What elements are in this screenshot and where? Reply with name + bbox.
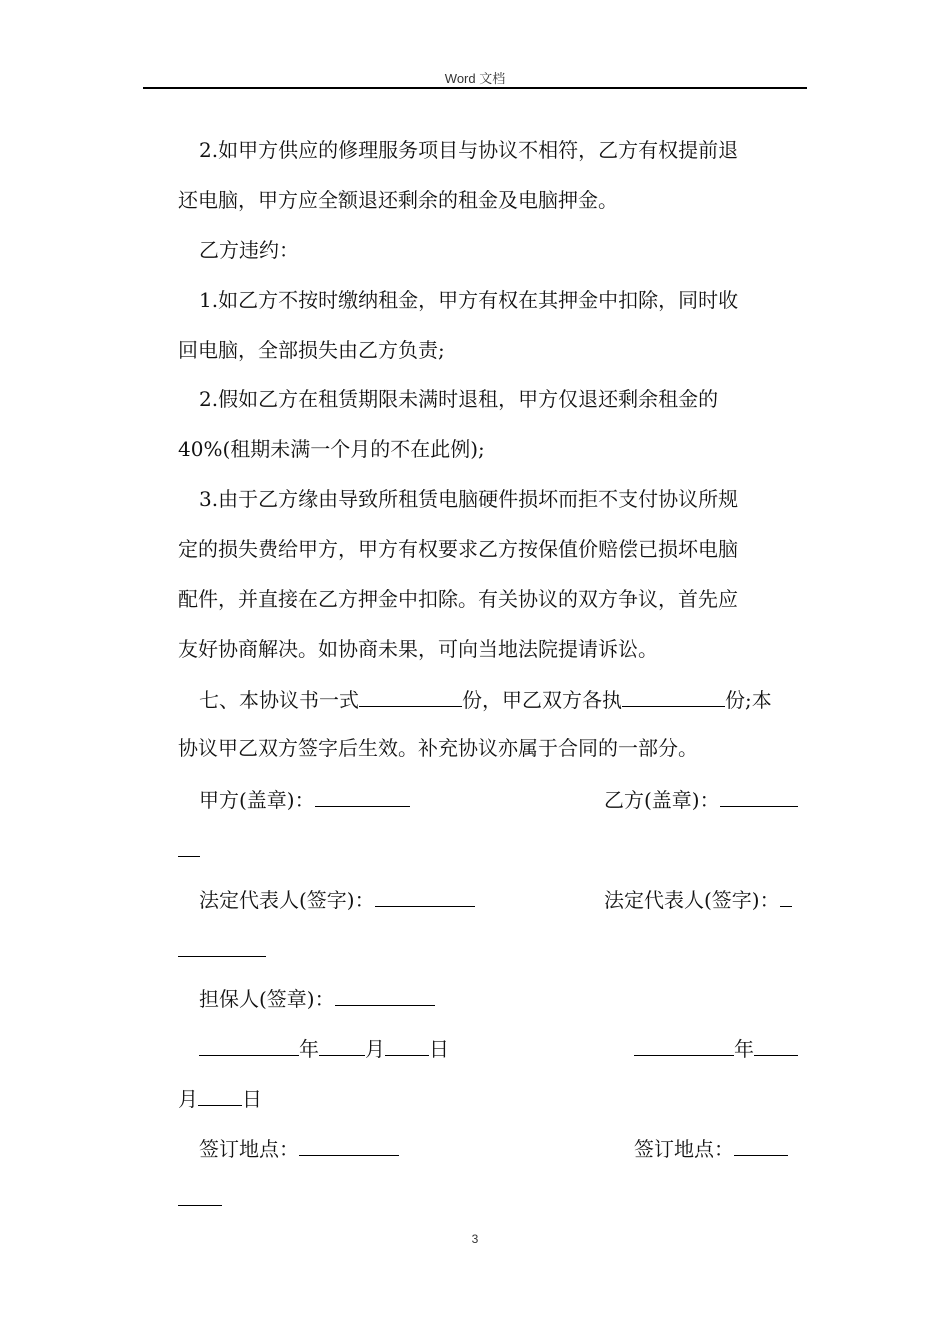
date-b-day-blank[interactable]	[198, 1083, 242, 1106]
paragraph-line: 友好协商解决。如协商未果，可向当地法院提请诉讼。	[178, 637, 658, 661]
paragraph-line: 配件，并直接在乙方押金中扣除。有关协议的双方争议，首先应	[178, 587, 738, 611]
guarantor-blank[interactable]	[335, 983, 435, 1006]
party-b-seal-row	[604, 784, 798, 814]
guarantor-label: 担保人(签章)：	[199, 987, 335, 1011]
date-b-row-continued	[178, 1083, 262, 1113]
party-a-seal-label: 甲方(盖章)：	[199, 788, 315, 812]
party-a-seal-blank[interactable]	[315, 784, 410, 807]
sign-place-a-blank[interactable]	[299, 1133, 399, 1156]
date-a-year-blank[interactable]	[199, 1033, 299, 1056]
party-b-seal-label: 乙方(盖章)：	[604, 788, 720, 812]
legal-rep-b-blank[interactable]	[178, 934, 266, 957]
paragraph-line: 40%(租期未满一个月的不在此例);	[178, 437, 485, 461]
date-b-month-blank[interactable]	[754, 1033, 798, 1056]
paragraph-line: 2.如甲方供应的修理服务项目与协议不相符，乙方有权提前退	[199, 138, 739, 162]
paragraph-line: 还电脑，甲方应全额退还剩余的租金及电脑押金。	[178, 188, 618, 212]
guarantor-row	[199, 983, 435, 1013]
party-a-seal-row	[199, 784, 410, 814]
sign-place-a-row	[199, 1133, 399, 1163]
copies-clause-text: 份;本	[725, 688, 772, 712]
date-a-month-blank[interactable]	[319, 1033, 365, 1056]
month-label: 月	[365, 1037, 385, 1061]
paragraph-line: 2.假如乙方在租赁期限未满时退租，甲方仅退还剩余租金的	[199, 387, 719, 411]
page-header: Word 文档	[444, 71, 506, 86]
sign-place-b-row	[634, 1133, 788, 1163]
legal-rep-b-blank-continued	[178, 934, 266, 964]
legal-rep-b-label: 法定代表人(签字)：	[604, 888, 780, 912]
year-label: 年	[299, 1037, 319, 1061]
party-b-seal-blank[interactable]	[178, 834, 200, 857]
paragraph-line: 协议甲乙双方签字后生效。补充协议亦属于合同的一部分。	[178, 736, 698, 760]
legal-rep-a-label: 法定代表人(签字)：	[199, 888, 375, 912]
legal-rep-b-row	[604, 884, 792, 914]
year-label: 年	[734, 1037, 754, 1061]
sign-place-a-label: 签订地点：	[199, 1137, 299, 1161]
legal-rep-a-row	[199, 884, 475, 914]
section-heading: 乙方违约：	[199, 238, 299, 262]
paragraph-line: 定的损失费给甲方，甲方有权要求乙方按保值价赔偿已损坏电脑	[178, 537, 738, 561]
date-a-day-blank[interactable]	[385, 1033, 429, 1056]
date-b-year-blank[interactable]	[634, 1033, 734, 1056]
day-label: 日	[242, 1087, 262, 1111]
date-b-row	[634, 1033, 798, 1063]
month-label: 月	[178, 1087, 198, 1111]
party-b-seal-blank[interactable]	[720, 784, 798, 807]
day-label: 日	[429, 1037, 449, 1061]
legal-rep-b-blank[interactable]	[780, 884, 792, 907]
copies-clause	[199, 684, 772, 714]
sign-place-b-blank-continued	[178, 1183, 222, 1213]
paragraph-line: 3.由于乙方缘由导致所租赁电脑硬件损坏而拒不支付协议所规	[199, 487, 739, 511]
legal-rep-a-blank[interactable]	[375, 884, 475, 907]
date-a-row	[199, 1033, 449, 1063]
header-divider	[143, 87, 807, 89]
copies-each-blank[interactable]	[622, 684, 725, 707]
sign-place-b-label: 签订地点：	[634, 1137, 734, 1161]
copies-clause-text: 七、本协议书一式	[199, 688, 359, 712]
sign-place-b-blank[interactable]	[734, 1133, 788, 1156]
page-number: 3	[471, 1232, 479, 1246]
sign-place-b-blank[interactable]	[178, 1183, 222, 1206]
party-b-seal-blank-continued	[178, 834, 200, 864]
paragraph-line: 1.如乙方不按时缴纳租金，甲方有权在其押金中扣除，同时收	[199, 288, 739, 312]
copies-clause-text: 份，甲乙双方各执	[462, 688, 622, 712]
copies-total-blank[interactable]	[359, 684, 462, 707]
paragraph-line: 回电脑，全部损失由乙方负责;	[178, 338, 445, 362]
